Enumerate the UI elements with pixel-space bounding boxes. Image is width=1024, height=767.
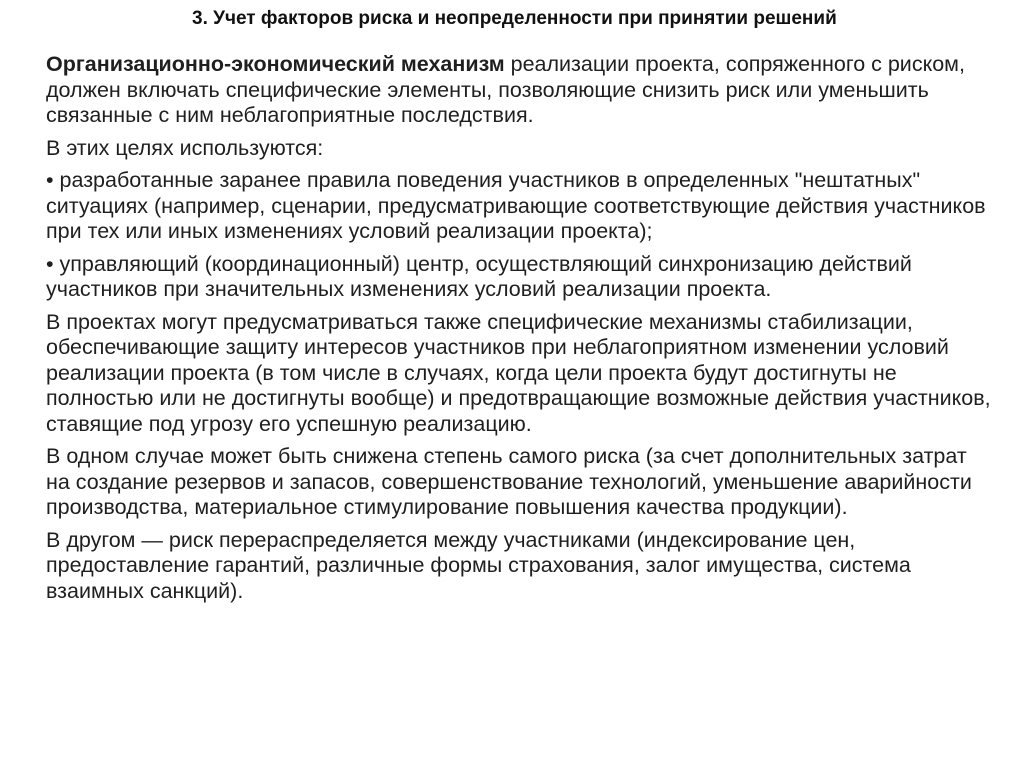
bullet-marker: • bbox=[46, 251, 60, 276]
intro-text: реализации проекта, сопряженного с риском, должен включать специфические элементы, позволяющие снизить риск или уменьшить связанные с ним неблагоприятные последствия. bbox=[46, 52, 965, 127]
bullet-marker: • bbox=[46, 168, 60, 192]
bullet-text: управляющий (координационный) центр, осуществляющий синхронизацию действий участников при значительных изменениях условий реализации проекта. bbox=[46, 251, 912, 301]
slide-title: 3. Учет факторов риска и неопределенности при принятии решений bbox=[192, 8, 837, 29]
risk-redistribution-paragraph: В другом — риск перераспределяется между участниками (индексирование цен, предоставление гарантий, различные формы страхования, залог имущества, система взаимных санкций). bbox=[46, 527, 911, 603]
slide-body bbox=[46, 52, 996, 611]
bullet-item bbox=[46, 252, 996, 303]
intro-paragraph bbox=[46, 52, 996, 129]
bullet-item bbox=[46, 168, 996, 245]
intro-bold-lead: Организационно-экономический механизм bbox=[46, 52, 505, 76]
stabilization-paragraph: В проектах могут предусматриваться также специфические механизмы стабилизации, обеспечивающие защиту интересов участников при неблагоприятном изменении условий реализации проекта (в том числе в случаях, когда цели проекта будут достигнуты не полностью или не достигнуты вообще) и предотвращающие возможные действия участников, ставящие под угрозу его успешную реализацию. bbox=[46, 309, 991, 436]
risk-reduction-paragraph: В одном случае может быть снижена степень самого риска (за счет дополнительных затрат на создание резервов и запасов, совершенствование технологий, уменьшение аварийности производства, материальное стимулирование повышения качества продукции). bbox=[46, 444, 972, 519]
purpose-line: В этих целях используются: bbox=[46, 135, 324, 160]
bullet-text: разработанные заранее правила поведения участников в определенных "нештатных" ситуациях (например, сценарии, предусматривающие соответствующие действия участников при тех или иных изменениях условий реализации проекта); bbox=[46, 168, 986, 243]
